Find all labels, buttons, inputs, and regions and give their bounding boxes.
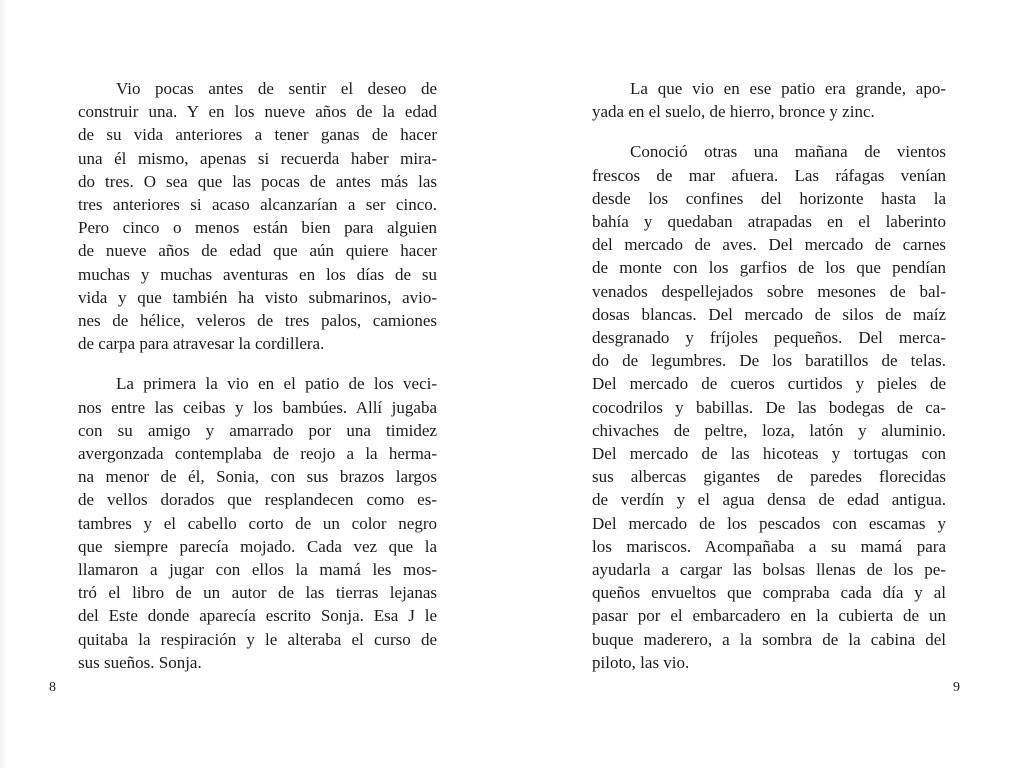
text-line: pasar por el embarcadero en la cubierta de un (592, 606, 946, 626)
text-line: de verdín y el agua densa de edad antigua. (592, 490, 946, 510)
paragraph (78, 372, 437, 674)
text-line: vida y que también ha visto submarinos, avio- (78, 287, 437, 307)
text-line: tres anteriores si acaso alcanzarían a ser cinco. (78, 195, 437, 215)
text-line: del mercado de aves. Del mercado de carnes (592, 235, 946, 255)
text-line: tambres y el cabello corto de un color negro (78, 513, 437, 533)
right-page-text (592, 77, 946, 674)
text-line: de su vida anteriores a tener ganas de hacer (78, 125, 437, 145)
left-page-number: 8 (49, 680, 56, 695)
text-line: del Este donde aparecía escrito Sonja. Esa J le (78, 606, 437, 626)
text-line: sus albercas gigantes de paredes florecidas (592, 467, 946, 487)
text-line: nes de hélice, veleros de tres palos, camiones (78, 311, 437, 331)
text-line: los mariscos. Acompañaba a su mamá para (592, 536, 946, 556)
text-line: muchas y muchas aventuras en los días de su (78, 264, 437, 284)
text-line: Del mercado de los pescados con escamas y (592, 513, 946, 533)
text-line: de monte con los garfios de los que pendían (592, 258, 946, 278)
text-line: do tres. O sea que las pocas de antes más las (78, 171, 437, 191)
text-line: Conoció otras una mañana de vientos (630, 142, 946, 162)
text-line: que siempre parecía mojado. Cada vez que la (78, 536, 437, 556)
left-page-text (78, 77, 437, 674)
text-line: ayudarla a cargar las bolsas llenas de los pe- (592, 560, 946, 580)
text-line: na menor de él, Sonia, con sus brazos largos (78, 467, 437, 487)
paragraph (592, 140, 946, 674)
text-line: bahía y quedaban atrapadas en el laberinto (592, 212, 946, 232)
text-line: dosas blancas. Del mercado de silos de maíz (592, 304, 946, 324)
text-line: de vellos dorados que resplandecen como es- (78, 490, 437, 510)
text-line: frescos de mar afuera. Las ráfagas venían (592, 165, 946, 185)
text-line: llamaron a jugar con ellos la mamá les mos- (78, 560, 437, 580)
text-line: queños envueltos que compraba cada día y al (592, 583, 946, 603)
text-line: La que vio en ese patio era grande, apo- (630, 79, 946, 98)
text-line: desde los confines del horizonte hasta la (592, 188, 946, 208)
text-line: do de legumbres. De los baratillos de telas. (592, 351, 946, 371)
text-line: desgranado y fríjoles pequeños. Del merca- (592, 328, 946, 348)
text-line: con su amigo y amarrado por una timidez (78, 420, 437, 440)
text-line: avergonzada contemplaba de reojo a la herma- (78, 444, 437, 464)
text-line: buque maderero, a la sombra de la cabina del (592, 629, 946, 649)
paragraph (592, 77, 946, 123)
text-line: Vio pocas antes de sentir el deseo de (116, 79, 437, 98)
text-line: yada en el suelo, de hierro, bronce y zinc. (592, 102, 875, 122)
right-page-number: 9 (953, 680, 960, 695)
paragraph (78, 77, 437, 355)
text-line: Pero cinco o menos están bien para alguien (78, 218, 437, 238)
text-line: piloto, las vio. (592, 652, 690, 672)
text-line: tró el libro de un autor de las tierras lejanas (78, 583, 437, 603)
text-line: de nueve años de edad que aún quiere hacer (78, 241, 437, 261)
text-line: quitaba la respiración y le alteraba el curso de (78, 629, 437, 649)
text-line: sus sueños. Sonja. (78, 652, 202, 672)
text-line: Del mercado de cueros curtidos y pieles de (592, 374, 946, 394)
text-line: cocodrilos y babillas. De las bodegas de ca- (592, 397, 946, 417)
text-line: una él mismo, apenas si recuerda haber mira- (78, 148, 437, 168)
text-line: venados despellejados sobre mesones de bal- (592, 281, 946, 301)
text-line: nos entre las ceibas y los bambúes. Allí jugaba (78, 397, 437, 417)
text-line: construir una. Y en los nueve años de la edad (78, 102, 437, 122)
text-line: chivaches de peltre, loza, latón y aluminio. (592, 420, 946, 440)
page-edge-shadow (0, 0, 7, 768)
text-line: de carpa para atravesar la cordillera. (78, 334, 325, 354)
text-line: La primera la vio en el patio de los veci- (116, 374, 437, 394)
text-line: Del mercado de las hicoteas y tortugas con (592, 444, 946, 464)
